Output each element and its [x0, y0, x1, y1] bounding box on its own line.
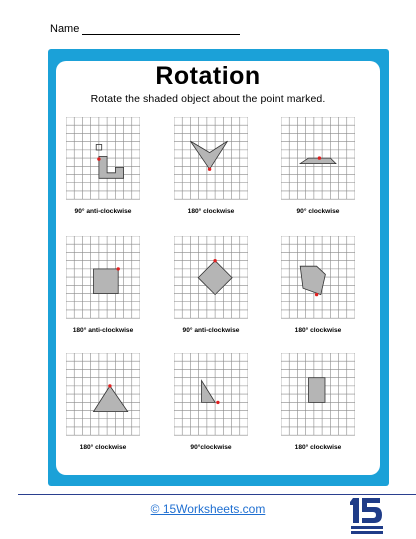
caption-8: 90°clockwise: [190, 444, 232, 451]
rotation-point-5: [213, 259, 216, 262]
shaded-shape-4: [94, 269, 119, 294]
grid-1: [66, 117, 140, 203]
grid-2: [174, 117, 248, 203]
rotation-point-1: [97, 157, 100, 160]
caption-4: 180° anti-clockwise: [72, 327, 134, 334]
caption-2: 180° clockwise: [187, 208, 235, 215]
name-field: [50, 23, 240, 35]
rotation-point-7: [108, 384, 111, 387]
caption-9: 180° clockwise: [294, 444, 342, 451]
grid-6: [281, 236, 355, 322]
instruction-text: Rotate the shaded object about the point marked.: [90, 93, 326, 105]
shaded-shape-6: [300, 266, 325, 294]
caption-1: 90° anti-clockwise: [74, 208, 132, 215]
rotation-point-3: [318, 156, 321, 159]
footer-copyright-link[interactable]: © 15Worksheets.com: [150, 502, 266, 516]
caption-7: 180° clockwise: [79, 444, 127, 451]
shaded-shape-1: [99, 156, 124, 178]
rotation-point-4: [117, 267, 120, 270]
rotation-point-8: [216, 401, 219, 404]
grid-8: [174, 353, 248, 439]
page-title: Rotation: [155, 62, 261, 90]
footer-divider: [18, 494, 416, 495]
grid-9: [281, 353, 355, 439]
name-label: Name: [50, 23, 80, 35]
shaded-shape-2: [190, 141, 227, 169]
caption-3: 90° clockwise: [296, 208, 340, 215]
grid-3: [281, 117, 355, 203]
name-line[interactable]: [82, 25, 240, 35]
worksheets-logo-icon: [350, 497, 386, 537]
grid-5: [174, 236, 248, 322]
shaded-shape-8: [202, 381, 216, 403]
grid-7: [66, 353, 140, 439]
caption-5: 90° anti-clockwise: [182, 327, 240, 334]
grid-4: [66, 236, 140, 322]
rotation-point-2: [208, 168, 211, 171]
shaded-shape-5: [198, 261, 232, 295]
caption-6: 180° clockwise: [294, 327, 342, 334]
shaded-shape-9: [309, 378, 326, 403]
rotation-point-6: [315, 293, 318, 296]
